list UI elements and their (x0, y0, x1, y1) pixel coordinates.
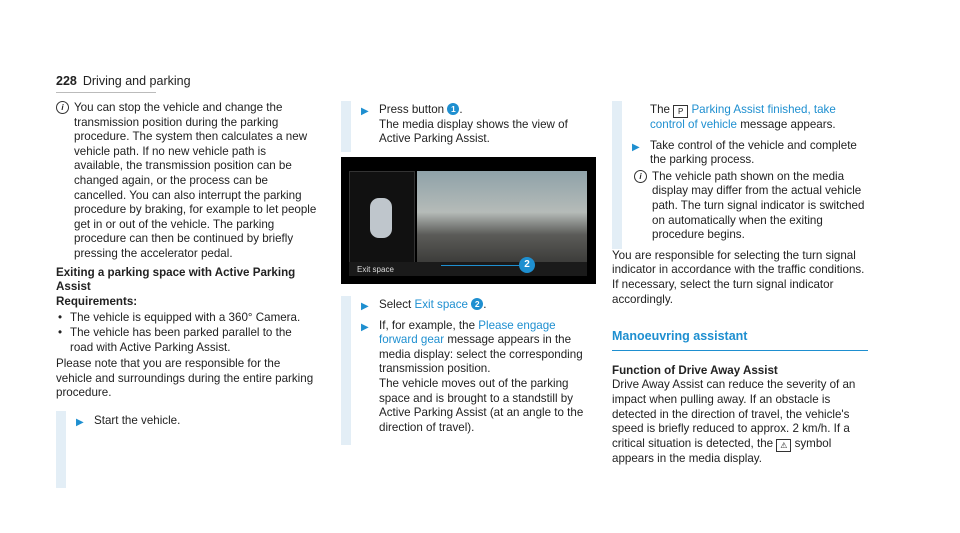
arrow-icon: ▶ (361, 321, 369, 333)
page-header (56, 74, 191, 88)
column-3 (612, 101, 868, 466)
section-title: Manoeuvring assistant (612, 329, 748, 344)
responsibility-paragraph: Please note that you are responsible for the vehicle and surroundings during the entire parking procedure. (56, 357, 314, 400)
car-icon (370, 198, 392, 238)
turn-signal-paragraph: You are responsible for selecting the turn signal indicator in accordance with the traffic conditions. If necessary, select the turn signal indicator accordingly. (612, 248, 865, 306)
arrow-icon: ▶ (76, 416, 84, 428)
callout-line (441, 265, 521, 266)
step-if: ▶ If, for example, the Please engage forward gear message appears in the media display: select the corresponding transmission position. The vehicle moves out of the parking space and is brought to a standstill by Active Parking Assist (at an angle to the direction of travel). (361, 318, 584, 434)
message-line: The P Parking Assist finished, take control of vehicle message appears. (650, 103, 836, 131)
arrow-icon: ▶ (632, 141, 640, 153)
column-1 (56, 101, 318, 488)
column-2-steps (341, 296, 596, 445)
note-interrupt: i You can stop the vehicle and change the transmission position during the parking procedure. The system then calculates a new vehicle path. If no new vehicle path is available, the transmission position can be changed again, or the process can be cancelled. You can also interrupt the parking procedure by braking, for example to let people get in or out of the vehicle. The parking procedure can then be continued by briefly pressing the accelerator pedal. (56, 101, 318, 262)
section-heading: Exiting a parking space with Active Parking Assist (56, 265, 296, 294)
exit-space-label: Exit space (357, 265, 394, 274)
engage-gear-message: Please engage forward gear (379, 318, 556, 347)
note-vehicle-path: i The vehicle path shown on the media display may differ from the actual vehicle path. The turn signal indicator is switched on automatically when the exiting procedure begins. (634, 170, 868, 243)
parking-assist-icon: P (673, 105, 688, 118)
step-block (612, 101, 868, 249)
vehicle-overview (349, 171, 415, 276)
info-icon: i (56, 101, 69, 114)
step-block (56, 411, 318, 489)
step-block (341, 101, 596, 152)
camera-view (417, 171, 587, 274)
column-2 (341, 101, 596, 152)
step-take-control: ▶ Take control of the vehicle and complete the parking process. (632, 138, 857, 167)
drive-away-assist-icon: ⚠ (776, 439, 791, 452)
requirements-label: Requirements: (56, 294, 138, 308)
requirement-item: • The vehicle has been parked parallel to the road with Active Parking Assist. (56, 326, 318, 355)
callout-badge: 2 (519, 257, 535, 273)
arrow-icon: ▶ (361, 106, 369, 117)
step-start: ▶ Start the vehicle. (78, 414, 318, 429)
step-block (341, 296, 596, 445)
exit-space-link: Exit space (414, 298, 468, 311)
header-rule (56, 92, 156, 93)
function-heading: Function of Drive Away Assist (612, 363, 778, 377)
step-select: ▶ Select Exit space 2 . (363, 298, 596, 313)
arrow-icon: ▶ (361, 301, 369, 312)
manoeuvring-section (612, 329, 868, 351)
number-badge: 1 (447, 103, 459, 115)
step-press: ▶ Press button 1 . The media display shows the view of Active Parking Assist. (361, 103, 568, 146)
page-number: 228 (56, 74, 77, 88)
function-paragraph: Drive Away Assist can reduce the severity of an impact when pulling away. If an obstacle is detected in the direction of travel, the vehicle's speed is briefly reduced to approx. 2 km/h. If a critical situation is detected, the ⚠ symbol appears in the media display. (612, 378, 856, 465)
section-rule (612, 350, 868, 351)
info-icon: i (634, 170, 647, 183)
parking-assist-finished-message: Parking Assist finished, take control of vehicle (650, 103, 836, 131)
requirement-item: • The vehicle is equipped with a 360° Camera. (56, 311, 318, 326)
media-display-image (341, 157, 596, 284)
chapter-title: Driving and parking (82, 74, 191, 88)
number-badge: 2 (471, 298, 483, 310)
